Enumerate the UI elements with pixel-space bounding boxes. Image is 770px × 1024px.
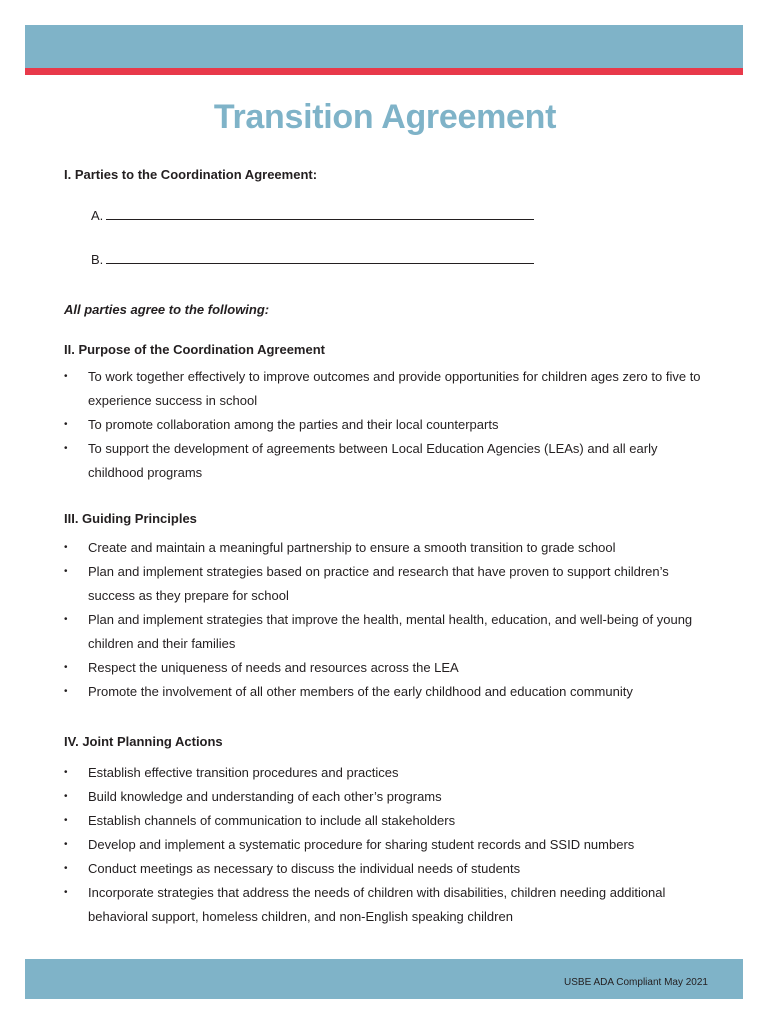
list-item: • Build knowledge and understanding of each other’s programs xyxy=(64,785,714,809)
list-item: • Create and maintain a meaningful partnership to ensure a smooth transition to grade school xyxy=(64,536,714,560)
list-item: • Respect the uniqueness of needs and resources across the LEA xyxy=(64,656,714,680)
page-title: Transition Agreement xyxy=(213,98,557,136)
section-heading-purpose: II. Purpose of the Coordination Agreement xyxy=(64,342,325,357)
list-item: • Conduct meetings as necessary to discuss the individual needs of students xyxy=(64,857,714,881)
list-item: • Promote the involvement of all other members of the early childhood and education community xyxy=(64,680,714,704)
party-b-label: B. xyxy=(91,252,104,267)
section-heading-actions: IV. Joint Planning Actions xyxy=(64,734,223,749)
party-a-field[interactable] xyxy=(91,208,534,223)
header-red-stripe xyxy=(25,68,743,75)
section-heading-parties: I. Parties to the Coordination Agreement: xyxy=(64,167,318,182)
principles-list xyxy=(64,536,714,704)
party-b-field[interactable] xyxy=(91,252,534,267)
list-item: • To support the development of agreements between Local Education Agencies (LEAs) and all early childhood programs xyxy=(64,437,714,485)
list-item: • Establish channels of communication to include all stakeholders xyxy=(64,809,714,833)
party-a-blank[interactable] xyxy=(106,208,534,220)
list-item: • Plan and implement strategies based on practice and research that have proven to support children’s success as they prepare for school xyxy=(64,560,714,608)
list-item: • Incorporate strategies that address the needs of children with disabilities, children needing additional behavioral support, homeless children, and non-English speaking children xyxy=(64,881,714,929)
agreement-intro: All parties agree to the following: xyxy=(64,302,270,317)
footer-compliance-note: USBE ADA Compliant May 2021 xyxy=(564,977,708,988)
party-b-blank[interactable] xyxy=(106,252,534,264)
list-item: • Establish effective transition procedures and practices xyxy=(64,761,714,785)
list-item: • Plan and implement strategies that improve the health, mental health, education, and well-being of young children and their families xyxy=(64,608,714,656)
section-heading-principles: III. Guiding Principles xyxy=(64,511,197,526)
purpose-list xyxy=(64,365,714,485)
actions-list xyxy=(64,761,714,929)
list-item: • Develop and implement a systematic procedure for sharing student records and SSID numbers xyxy=(64,833,714,857)
header-band xyxy=(25,25,743,68)
list-item: • To promote collaboration among the parties and their local counterparts xyxy=(64,413,714,437)
party-a-label: A. xyxy=(91,208,104,223)
list-item: • To work together effectively to improve outcomes and provide opportunities for children ages zero to five to experience success in school xyxy=(64,365,714,413)
